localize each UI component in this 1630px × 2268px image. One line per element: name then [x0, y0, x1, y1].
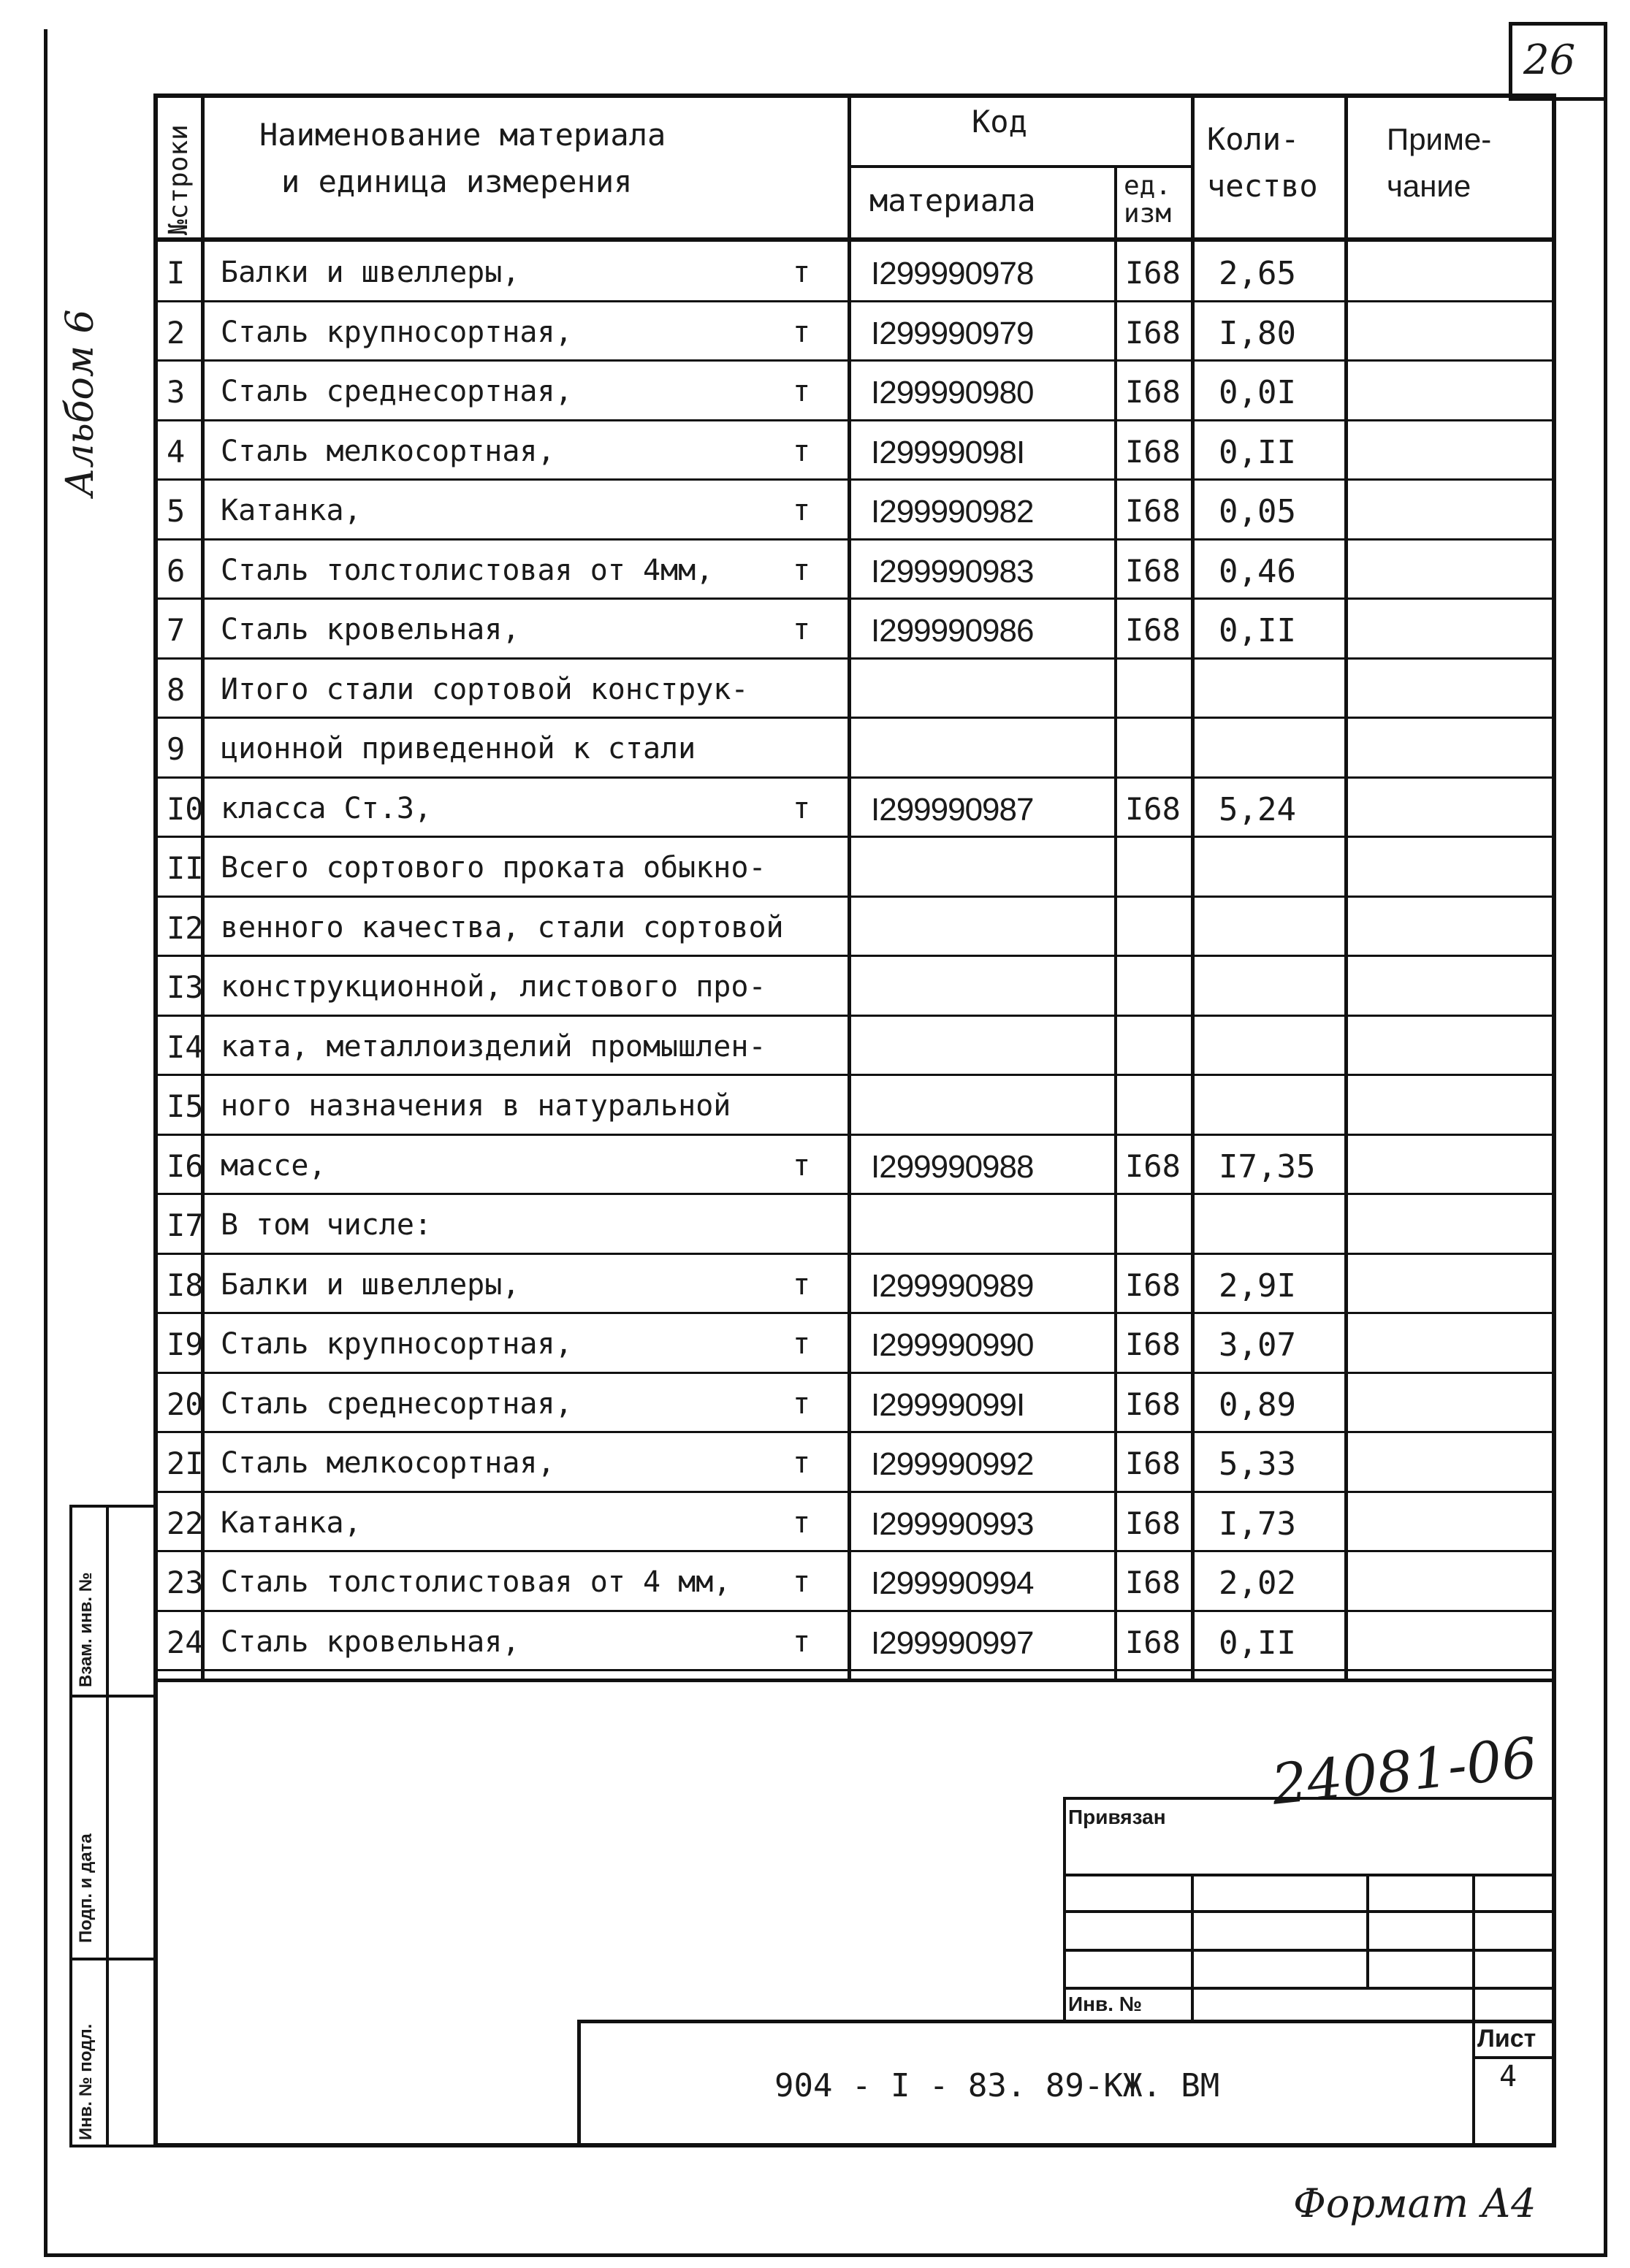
row-number: 7 [167, 612, 186, 648]
header-note-line2: чание [1387, 169, 1471, 203]
unit-code: I68 [1125, 1624, 1181, 1660]
material-name: Балки и швеллеры, [221, 256, 520, 289]
quantity: 0,II [1219, 612, 1296, 649]
material-name: ционной приведенной к стали [221, 732, 696, 765]
header-name-line2: и единица измерения [281, 164, 633, 199]
row-separator [153, 538, 1556, 541]
row-separator [153, 1550, 1556, 1552]
row-number: 22 [167, 1505, 204, 1541]
col-line-num [201, 93, 205, 1680]
quantity: I7,35 [1219, 1148, 1316, 1185]
stamp-row3 [1063, 1949, 1556, 1952]
unit-code: I68 [1125, 790, 1181, 827]
material-code: I299990986 [871, 613, 1034, 649]
quantity: 0,46 [1219, 552, 1296, 590]
material-name: Сталь толстолистовая от 4мм, [221, 553, 714, 587]
row-number: I7 [167, 1207, 204, 1243]
material-code: I299990993 [871, 1505, 1034, 1542]
row-number: I6 [167, 1148, 204, 1184]
side-stamp-col [106, 1505, 109, 2147]
format-label: Формат А4 [1293, 2180, 1536, 2226]
row-number: 20 [167, 1386, 204, 1422]
row-number: 4 [167, 433, 186, 470]
row-separator [153, 1669, 1556, 1671]
row-separator [153, 1610, 1556, 1612]
row-number: 2I [167, 1446, 204, 1481]
stamp-col2 [1366, 1874, 1369, 1987]
material-code: I299990989 [871, 1267, 1034, 1304]
side-stamp-inv-podl: Инв. № подл. [76, 2023, 96, 2140]
quantity: 0,89 [1219, 1386, 1296, 1424]
material-code: I299990988 [871, 1148, 1034, 1185]
side-stamp-vzam-inv: Взам. инв. № [76, 1572, 96, 1687]
album-label: Альбом 6 [58, 309, 102, 497]
material-code: I29999099I [871, 1386, 1025, 1423]
row-separator [153, 717, 1556, 719]
row-separator [153, 597, 1556, 600]
unit-label: т [793, 434, 811, 468]
unit-code: I68 [1125, 433, 1181, 470]
material-name: класса Ст.3, [221, 791, 432, 825]
quantity: 2,02 [1219, 1565, 1296, 1602]
material-code: I299990978 [871, 256, 1034, 291]
unit-label: т [793, 494, 811, 527]
unit-code: I68 [1125, 612, 1181, 648]
quantity: 0,II [1219, 1624, 1296, 1662]
unit-code: I68 [1125, 493, 1181, 529]
unit-label: т [793, 553, 811, 587]
side-stamp-podp-data: Подп. и дата [76, 1833, 96, 1943]
unit-code: I68 [1125, 1386, 1181, 1422]
material-name: Сталь кровельная, [221, 613, 520, 646]
header-qty-line1: Коли- [1207, 121, 1300, 157]
unit-code: I68 [1125, 1326, 1181, 1362]
header-row-num: №строки [164, 124, 194, 235]
material-name: конструкционной, листового про- [221, 970, 766, 1004]
col-line-name [848, 93, 851, 1680]
row-separator [153, 955, 1556, 957]
row-number: I4 [167, 1028, 204, 1065]
sheet-number: 4 [1499, 2060, 1517, 2093]
unit-label: т [793, 1505, 811, 1540]
row-number: 9 [167, 731, 186, 767]
row-separator [153, 419, 1556, 421]
col-line-qty [1344, 93, 1348, 1680]
unit-code: I68 [1125, 1446, 1181, 1481]
row-separator [153, 1074, 1556, 1076]
row-separator [153, 1372, 1556, 1374]
table-bottom-line [153, 1679, 1556, 1682]
row-number: 5 [167, 493, 186, 529]
unit-label: т [793, 315, 811, 349]
quantity: 0,II [1219, 433, 1296, 471]
quantity: 5,33 [1219, 1446, 1296, 1483]
material-name: массе, [221, 1148, 327, 1183]
quantity: I,73 [1219, 1505, 1296, 1543]
unit-label: т [793, 1624, 811, 1659]
side-stamp-sep2 [69, 1958, 157, 1960]
material-code: I299990980 [871, 375, 1034, 411]
row-separator [153, 300, 1556, 302]
unit-code: I68 [1125, 255, 1181, 291]
unit-label: т [793, 1565, 811, 1599]
unit-label: т [793, 375, 811, 408]
material-name: Итого стали сортовой конструк- [221, 672, 749, 706]
quantity: 2,9I [1219, 1267, 1296, 1305]
row-number: 6 [167, 552, 186, 589]
code-header-split [848, 165, 1191, 168]
unit-label: т [793, 1386, 811, 1421]
quantity: 3,07 [1219, 1326, 1296, 1364]
header-code-material: материала [869, 183, 1036, 218]
quantity: I,80 [1219, 314, 1296, 352]
unit-code: I68 [1125, 314, 1181, 351]
material-name: венного качества, стали сортовой [221, 910, 784, 944]
stamp-row1 [1063, 1874, 1556, 1876]
quantity: 0,0I [1219, 374, 1296, 411]
row-separator [153, 1312, 1556, 1314]
bottom-border-line [44, 2253, 1607, 2257]
row-number: I [167, 255, 186, 291]
unit-code: I68 [1125, 1505, 1181, 1541]
row-separator [153, 359, 1556, 362]
material-code: I299990982 [871, 494, 1034, 530]
unit-label: т [793, 256, 811, 289]
header-code-unit: ед. изм [1124, 171, 1172, 229]
material-code: I299990994 [871, 1565, 1034, 1601]
quantity: 0,05 [1219, 493, 1296, 530]
material-name: Катанка, [221, 494, 362, 527]
col-line-code [1114, 165, 1117, 1680]
row-separator [153, 1491, 1556, 1493]
row-number: 23 [167, 1565, 204, 1600]
row-separator [153, 1134, 1556, 1136]
side-stamp-sep1 [69, 1695, 157, 1698]
stamp-col3 [1472, 1874, 1475, 2023]
unit-code: I68 [1125, 1565, 1181, 1600]
material-name: Сталь толстолистовая от 4 мм, [221, 1565, 731, 1599]
material-code: I299990990 [871, 1327, 1034, 1363]
row-separator [153, 896, 1556, 898]
row-number: I2 [167, 909, 204, 946]
material-name: ного назначения в натуральной [221, 1089, 731, 1123]
unit-code: I68 [1125, 552, 1181, 589]
material-name: В том числе: [221, 1208, 432, 1242]
material-code: I299990992 [871, 1446, 1034, 1482]
material-code: I299990987 [871, 791, 1034, 828]
material-name: Катанка, [221, 1505, 362, 1540]
material-code: I299990983 [871, 553, 1034, 589]
row-separator [153, 657, 1556, 660]
row-number: I0 [167, 790, 204, 827]
material-name: Сталь кровельная, [221, 1624, 520, 1659]
stamp-row2 [1063, 1910, 1556, 1913]
row-number: I3 [167, 969, 204, 1005]
unit-label: т [793, 1148, 811, 1183]
stamp-privyazan: Привязан [1068, 1806, 1166, 1828]
row-number: I8 [167, 1267, 204, 1303]
row-number: I9 [167, 1326, 204, 1362]
row-separator [153, 478, 1556, 481]
row-separator [153, 776, 1556, 779]
row-separator [153, 1015, 1556, 1017]
col-line-unit [1191, 93, 1195, 1680]
row-number: 24 [167, 1624, 204, 1660]
unit-code: I68 [1125, 374, 1181, 410]
header-code: Код [972, 104, 1027, 140]
unit-label: т [793, 1267, 811, 1302]
unit-label: т [793, 1327, 811, 1361]
row-number: 8 [167, 671, 186, 708]
material-name: Сталь крупносортная, [221, 1327, 573, 1361]
header-note-line1: Приме- [1387, 122, 1492, 156]
document-designation: 904 - I - 83. 89-КЖ. ВМ [774, 2067, 1220, 2104]
header-name-line1: Наименование материала [259, 117, 666, 153]
unit-label: т [793, 1446, 811, 1480]
row-number: II [167, 850, 204, 886]
row-number: 2 [167, 314, 186, 351]
page-number: 26 [1523, 37, 1576, 84]
row-separator [153, 1193, 1556, 1195]
material-name: Сталь мелкосортная, [221, 1446, 555, 1480]
quantity: 5,24 [1219, 790, 1296, 828]
material-name: ката, металлоизделий промышлен- [221, 1029, 766, 1064]
unit-code: I68 [1125, 1267, 1181, 1303]
stamp-inv-no: Инв. № [1068, 1993, 1143, 2015]
material-code: I299990997 [871, 1624, 1034, 1661]
stamp-col1 [1191, 1874, 1194, 2023]
row-separator [153, 1431, 1556, 1433]
title-block-sheet-split [1472, 2056, 1556, 2059]
material-name: Сталь мелкосортная, [221, 434, 555, 468]
sheet-label: Лист [1477, 2025, 1536, 2053]
material-name: Сталь среднесортная, [221, 1386, 573, 1421]
title-block-sheet-divider [1472, 2020, 1475, 2147]
material-name: Всего сортового проката обыкно- [221, 851, 766, 885]
row-number: I5 [167, 1088, 204, 1124]
stamp-row4 [1063, 1987, 1556, 1990]
material-name: Балки и швеллеры, [221, 1267, 520, 1302]
quantity: 2,65 [1219, 255, 1296, 292]
row-number: 3 [167, 374, 186, 410]
unit-label: т [793, 613, 811, 646]
header-qty-line2: чество [1207, 168, 1318, 204]
unit-label: т [793, 791, 811, 825]
unit-code: I68 [1125, 1148, 1181, 1184]
material-name: Сталь среднесортная, [221, 375, 573, 408]
material-name: Сталь крупносортная, [221, 315, 573, 349]
material-code: I299990979 [871, 315, 1034, 351]
row-separator [153, 836, 1556, 838]
row-separator [153, 1253, 1556, 1255]
handwritten-number: 24081-06 [1268, 1725, 1540, 1817]
material-code: I29999098I [871, 434, 1025, 470]
